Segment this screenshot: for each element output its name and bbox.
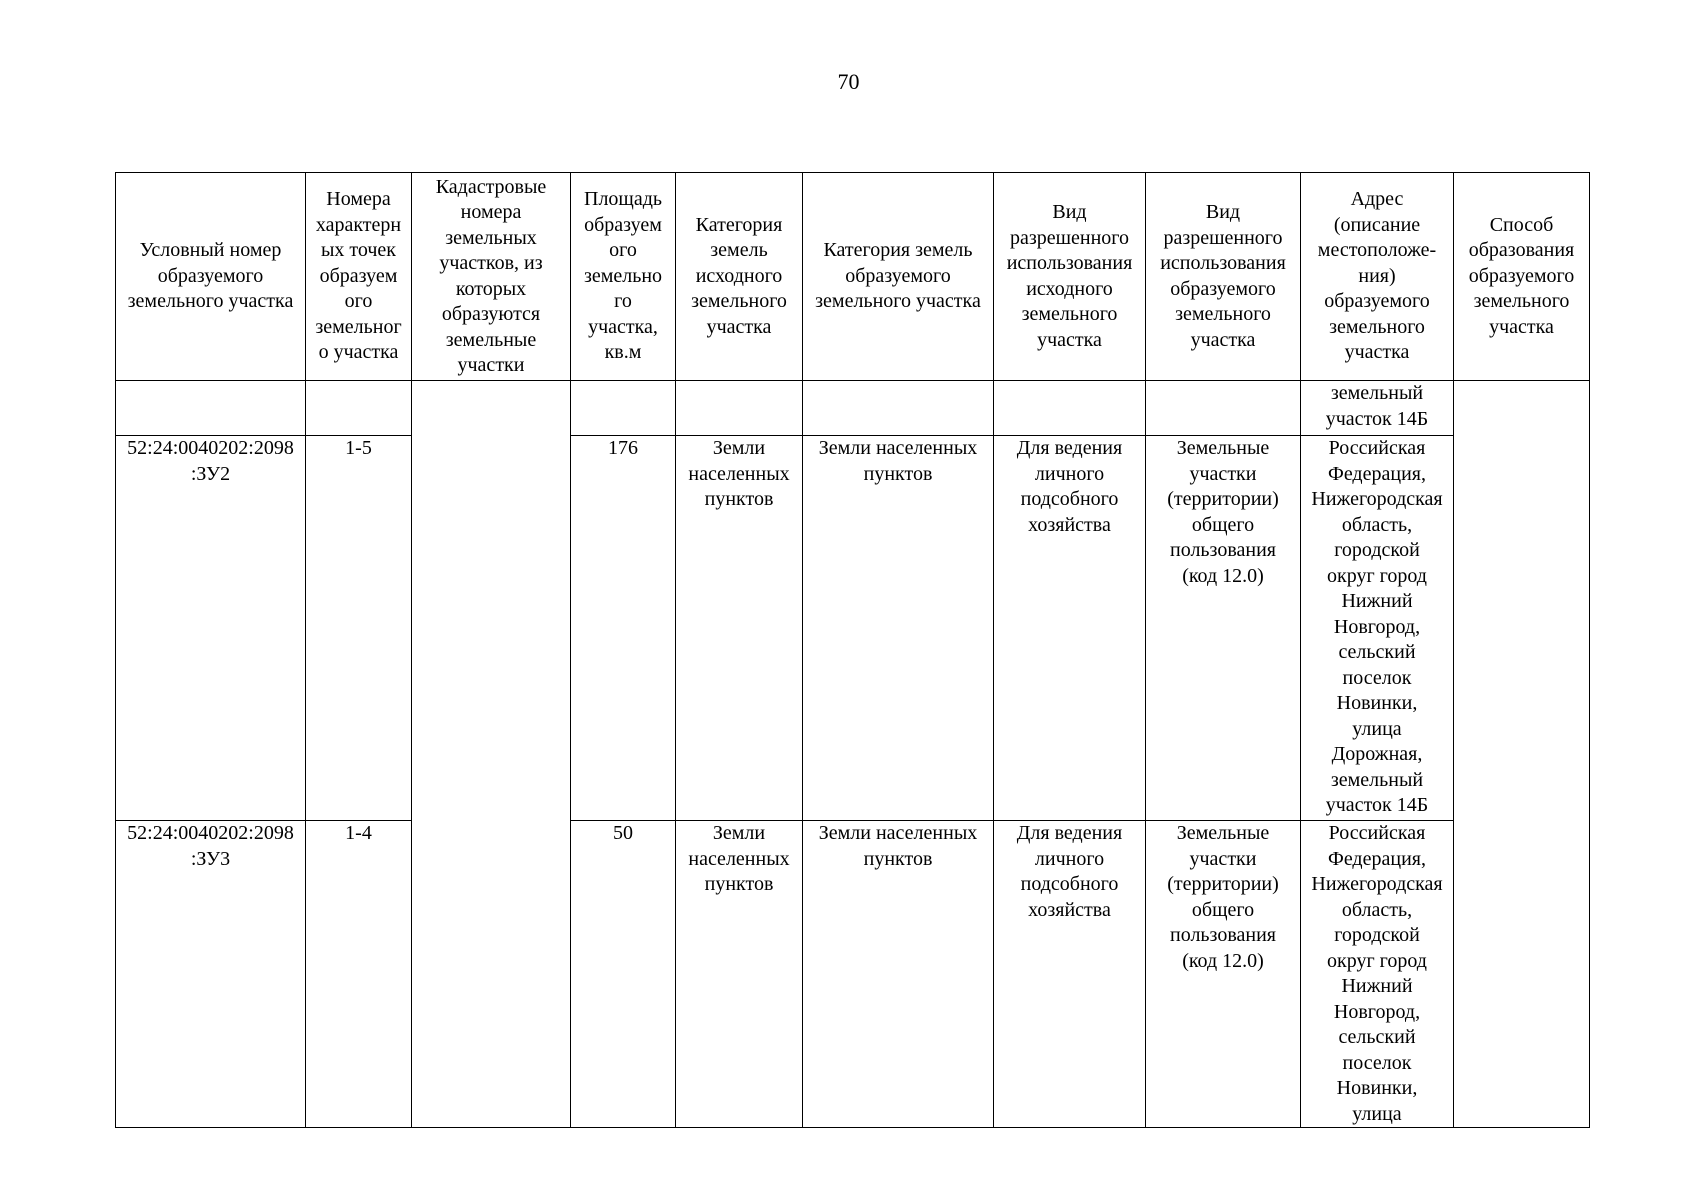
text-line: городской (1334, 539, 1420, 561)
text-line: хозяйства (1028, 898, 1111, 921)
characteristic-points: 1-4 (306, 821, 412, 1128)
text-line: Способ (1489, 213, 1554, 236)
text-line: ых точек (320, 239, 397, 262)
source-land-category (676, 436, 803, 821)
table-cell (803, 381, 994, 436)
continuation-row (116, 381, 1590, 436)
text-line: подсобного (1020, 873, 1119, 895)
text-line: сельский (1338, 641, 1416, 663)
text-line: Кадастровые (435, 175, 547, 198)
text-line: ого (344, 290, 373, 313)
text-line: Земельные (1176, 822, 1270, 844)
text-line: земельно (583, 264, 663, 287)
text-line: земельного участка (815, 290, 981, 313)
land-plots-table (115, 172, 1590, 1128)
text-line: хозяйства (1028, 513, 1111, 536)
plot-number (116, 821, 306, 1128)
text-line: Условный номер (139, 239, 282, 262)
new-land-category (803, 436, 994, 821)
text-line: образуемого (1170, 277, 1276, 300)
text-line: Новгород, (1333, 615, 1421, 638)
text-line: Нижегородская (1311, 873, 1443, 895)
text-line: исходного (695, 264, 783, 287)
text-line: участки (457, 354, 525, 376)
text-line: (описание (1333, 213, 1421, 236)
text-line: городской (1334, 924, 1420, 946)
text-line: Вид (1205, 201, 1241, 223)
text-line: общего (1191, 513, 1255, 536)
source-land-category (676, 821, 803, 1128)
text-line: исходного (1026, 277, 1113, 300)
text-line: кв.м (604, 341, 642, 364)
header-characteristic-points (306, 173, 412, 381)
continuation-address-cell (1301, 381, 1454, 436)
text-line: Российская (1328, 822, 1426, 844)
text-line: земельного (1175, 303, 1271, 325)
text-line: использования (1006, 252, 1133, 274)
text-line: участка, (588, 315, 658, 338)
text-line: Земельные (1176, 437, 1270, 459)
text-line: характерн (315, 213, 402, 236)
header-cadastral-numbers (412, 173, 571, 381)
text-line: Нижний (1341, 975, 1413, 997)
text-line: земельные (445, 328, 537, 351)
text-line: пользования (1170, 539, 1276, 561)
text-line: участка (1037, 328, 1102, 351)
text-line: Площадь (584, 188, 662, 211)
text-line: подсобного (1020, 488, 1119, 510)
text-line: населенных (688, 847, 790, 870)
text-line: земельного (691, 290, 787, 313)
table-cell (571, 381, 676, 436)
text-line: участок 14Б (1325, 407, 1429, 430)
text-line: о участка (318, 341, 399, 364)
text-line: участка (1190, 328, 1256, 351)
text-line: земельный (1330, 382, 1424, 404)
text-line: поселок (1342, 666, 1412, 689)
text-line: округ город (1327, 564, 1427, 587)
text-line: образуемого (157, 264, 264, 287)
plot-area: 176 (571, 436, 676, 821)
text-line: номера (460, 201, 522, 223)
header-area (571, 173, 676, 381)
text-line: улица (1352, 1102, 1402, 1125)
text-line: Категория земель (823, 239, 973, 262)
new-land-category (803, 821, 994, 1128)
text-line: улица (1352, 717, 1402, 740)
text-line: использования (1160, 252, 1286, 274)
characteristic-points: 1-5 (306, 436, 412, 821)
text-line: округ город (1327, 949, 1427, 972)
text-line: образуемого (1324, 290, 1430, 313)
text-line: образуем (584, 213, 662, 236)
text-line: пунктов (704, 873, 774, 895)
text-line: Вид (1052, 201, 1087, 223)
text-line: земельного участка (127, 290, 294, 313)
header-new-land-category (803, 173, 994, 381)
header-formation-method (1454, 173, 1590, 381)
text-line: местоположе- (1317, 239, 1437, 262)
text-line: Дорожная, (1331, 743, 1423, 765)
text-line: образуются (441, 303, 541, 325)
header-row (116, 173, 1590, 381)
text-line: участков, из (439, 252, 543, 274)
text-line: Земли (712, 437, 766, 459)
source-permitted-use (994, 821, 1146, 1128)
text-line: пунктов (863, 847, 933, 870)
text-line: участки (1189, 462, 1257, 485)
text-line: сельский (1338, 1026, 1416, 1048)
table-cell (306, 381, 412, 436)
page-number: 70 (837, 69, 860, 94)
text-line: Нижегородская (1311, 488, 1443, 510)
plot-number (116, 436, 306, 821)
source-permitted-use (994, 436, 1146, 821)
text-line: земельног (315, 315, 402, 338)
text-line: го (614, 290, 632, 313)
text-line: Новинки, (1336, 692, 1418, 714)
text-line: Категория (695, 213, 783, 236)
text-line: участки (1189, 847, 1257, 870)
text-line: земель (710, 239, 768, 262)
text-line: Земли населенных (818, 822, 978, 844)
text-line: пользования (1170, 924, 1276, 946)
plot-address (1301, 821, 1454, 1128)
header-source-land-category (676, 173, 803, 381)
text-line: ния) (1358, 264, 1396, 287)
text-line: пунктов (704, 488, 774, 510)
table-row (116, 436, 1590, 821)
text-line: разрешенного (1009, 226, 1130, 249)
text-line: разрешенного (1163, 226, 1283, 249)
text-line: область, (1341, 513, 1413, 536)
text-line: ого (609, 239, 637, 262)
text-line: образуемого (845, 264, 951, 287)
text-line: Федерация, (1328, 847, 1426, 870)
text-line: населенных (688, 462, 790, 485)
text-line: Для ведения (1016, 822, 1123, 844)
text-line: :ЗУ2 (190, 462, 231, 485)
text-line: земельного (1329, 315, 1425, 338)
new-permitted-use (1146, 436, 1301, 821)
text-line: (код 12.0) (1182, 949, 1264, 972)
text-line: которых (455, 277, 527, 300)
text-line: Федерация, (1328, 462, 1426, 485)
text-line: Для ведения (1016, 437, 1123, 459)
table-cell (676, 381, 803, 436)
text-line: пунктов (863, 462, 933, 485)
text-line: область, (1341, 898, 1413, 921)
text-line: участка (706, 315, 772, 338)
text-line: общего (1191, 898, 1255, 921)
plot-address (1301, 436, 1454, 821)
text-line: земельного (1021, 303, 1118, 325)
table-cell (1146, 381, 1301, 436)
text-line: 52:24:0040202:2098 (127, 822, 294, 844)
text-line: Земли (712, 822, 766, 844)
text-line: участка (1344, 341, 1410, 364)
text-line: Новгород, (1333, 1000, 1421, 1023)
text-line: земельных (445, 226, 537, 249)
text-line: участка (1489, 315, 1554, 338)
table-cell (116, 381, 306, 436)
plot-area: 50 (571, 821, 676, 1128)
text-line: Российская (1328, 437, 1426, 459)
text-line: образуемого (1468, 264, 1575, 287)
text-line: (код 12.0) (1182, 564, 1264, 587)
table-cell (994, 381, 1146, 436)
header-new-permitted-use (1146, 173, 1301, 381)
text-line: земельный (1330, 768, 1424, 791)
text-line: Адрес (1350, 188, 1404, 211)
text-line: поселок (1342, 1051, 1412, 1074)
text-line: образования (1468, 239, 1575, 262)
new-permitted-use (1146, 821, 1301, 1128)
formation-method-cell (1454, 381, 1590, 1128)
text-line: :ЗУ3 (190, 847, 231, 870)
header-plot-number (116, 173, 306, 381)
text-line: Земли населенных (818, 437, 978, 459)
text-line: Нижний (1341, 590, 1413, 612)
header-source-permitted-use (994, 173, 1146, 381)
header-address (1301, 173, 1454, 381)
text-line: образуем (319, 264, 398, 287)
text-line: (территории) (1167, 873, 1279, 895)
text-line: личного (1034, 462, 1105, 485)
cadastral-numbers-cell (412, 381, 571, 1128)
text-line: Номера (326, 188, 391, 211)
text-line: (территории) (1167, 488, 1279, 510)
text-line: участок 14Б (1325, 794, 1429, 816)
text-line: Новинки, (1336, 1077, 1418, 1099)
text-line: земельного (1473, 290, 1570, 313)
table-row (116, 821, 1590, 1128)
text-line: личного (1034, 847, 1105, 870)
text-line: 52:24:0040202:2098 (127, 437, 294, 459)
